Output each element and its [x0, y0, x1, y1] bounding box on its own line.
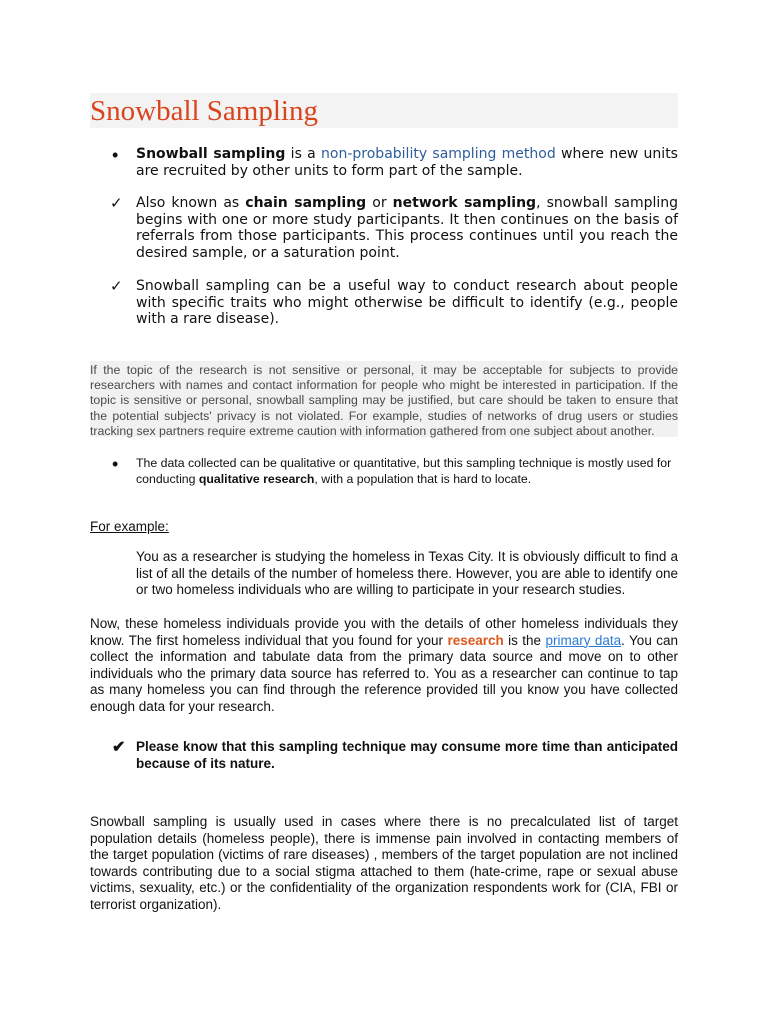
- text-span: , with a population that is hard to locate.: [314, 471, 532, 486]
- checkmark-icon: ✔: [112, 739, 126, 756]
- term-bold: qualitative research: [198, 471, 315, 486]
- text-span: Now, these homeless individuals provide you with the details of other homeless individuals they know. The first homeless individual that you found for your: [90, 616, 678, 648]
- for-example-heading: For example:: [90, 519, 169, 534]
- definition-item: [136, 146, 678, 179]
- chain-sampling-item: [136, 195, 678, 261]
- text-span: is the: [503, 632, 546, 648]
- example-paragraph: You as a researcher is studying the homeless in Texas City. It is obviously difficult to find a list of all the details of the number of homeless there. However, you are able to identify one or two homeless individuals who are willing to participate in your research studies.: [136, 549, 678, 597]
- text-span: where new units are recruited by other units to form part of the sample.: [136, 146, 678, 179]
- primary-data-link[interactable]: primary data: [545, 632, 622, 648]
- usage-paragraph: Snowball sampling is usually used in cases where there is no precalculated list of target population details (homeless people), there is immense pain involved in contacting members of the target population (victims of rare diseases) , members of the target population are not inclined towards contributing due to a social stigma attached to them (hate-crime, rape or sexual abuse victims, sexuality, etc.) or the confidentiality of the organization respondents work for (CIA, FBI or terrorist organization).: [90, 814, 678, 912]
- checkmark-icon: ✓: [110, 194, 123, 212]
- text-span: . You can collect the information and tabulate data from the primary data source and move on to other individuals who the primary data source has referred to. You as a researcher can continue to tap as many homeless you can find through the reference provided till you know you have collected enough data for your research.: [90, 632, 678, 714]
- checkmark-icon: ✓: [110, 277, 123, 295]
- text-span: , snowball sampling begins with one or more study participants. It then continues on the basis of referrals from those participants. This process continues until you reach the desired sample, or a saturation point.: [136, 195, 679, 261]
- text-span: is a: [285, 146, 322, 162]
- text-span: or: [366, 195, 393, 211]
- time-warning: Please know that this sampling technique may consume more time than anticipated because of its nature.: [136, 739, 678, 771]
- qualitative-item: [136, 456, 678, 487]
- page-title: Snowball Sampling: [90, 95, 318, 127]
- homeless-paragraph: [90, 616, 678, 715]
- term-bold: Snowball sampling: [136, 146, 286, 162]
- sensitivity-note: If the topic of the research is not sensitive or personal, it may be acceptable for subjects to provide researchers with names and contact information for people who might be interested in participation. If the topic is sensitive or personal, snowball sampling may be justified, but care should be taken to ensure that the potential subjects' privacy is not violated. For example, studies of networks of drug users or studies tracking sex partners require extreme caution with information gathered from one subject about another.: [90, 363, 678, 438]
- text-span: Also known as: [136, 195, 246, 211]
- term-bold: network sampling: [392, 195, 537, 211]
- bullet-marker: •: [112, 454, 119, 474]
- text-span: The data collected can be qualitative or quantitative, but this sampling technique is mostly used for conducting: [136, 456, 672, 486]
- useful-way-item: Snowball sampling can be a useful way to conduct research about people with specific traits who might otherwise be difficult to identify (e.g., people with a rare disease).: [136, 278, 678, 327]
- non-probability-link[interactable]: non-probability sampling method: [321, 146, 556, 162]
- term-bold: chain sampling: [245, 195, 367, 211]
- research-highlight: research: [447, 632, 504, 648]
- bullet-marker: •: [112, 145, 119, 165]
